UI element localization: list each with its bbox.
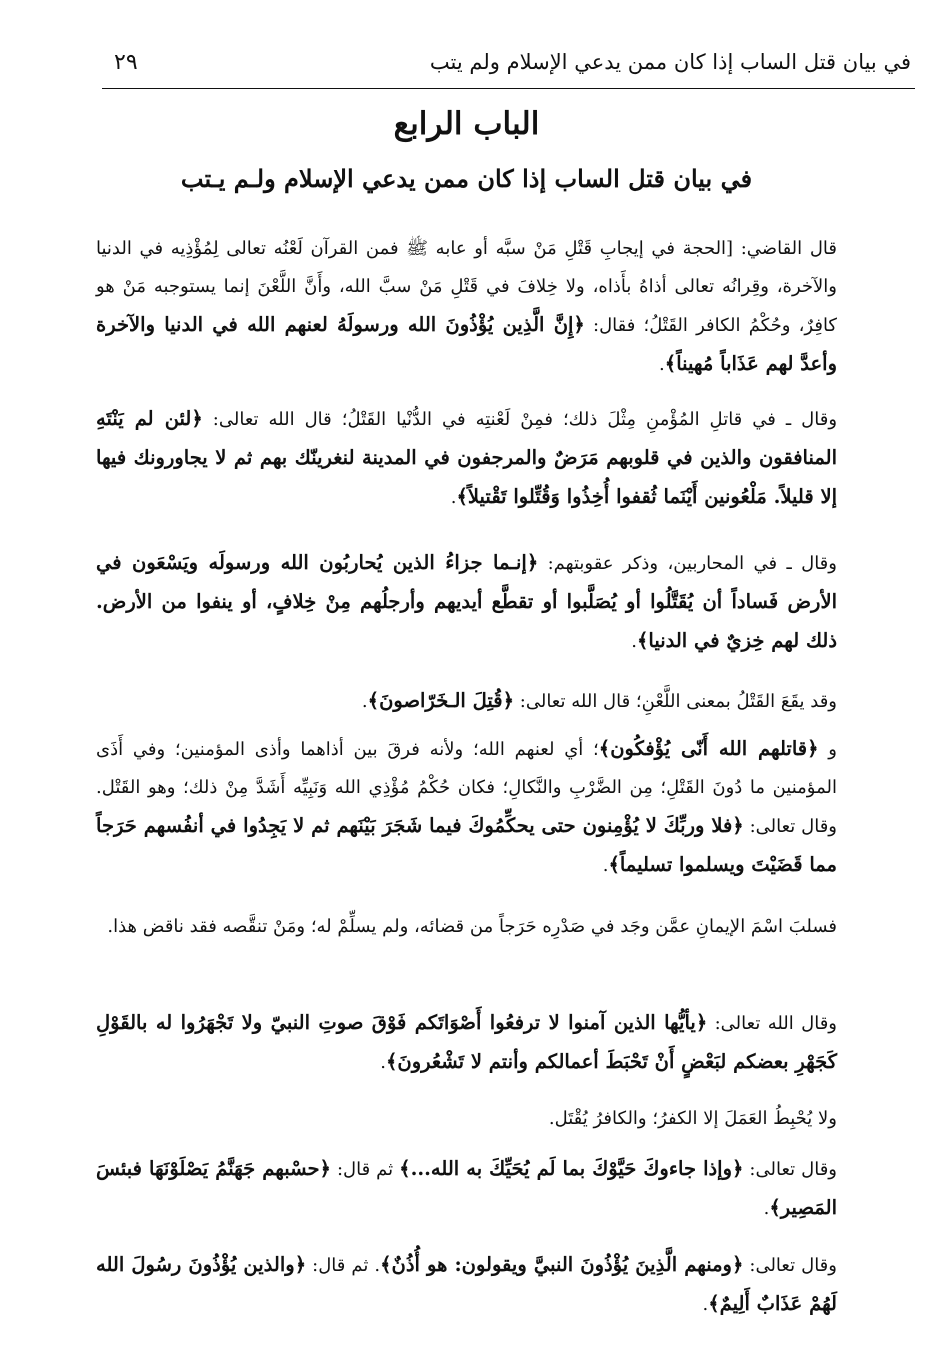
paragraph-text: . xyxy=(380,1052,386,1073)
quran-verse: ﴿وإذا جاءوكَ حَيَّوْكَ بما لَم يُحَيِّكَ به الله...﴾ xyxy=(399,1157,744,1180)
quran-verse: ﴿ومنهم الَّذِينَ يُؤْذُونَ النبيَّ ويقولون: هو أُذُنٌ﴾ xyxy=(380,1253,744,1276)
page-number: ٢٩ xyxy=(114,50,138,75)
paragraph xyxy=(96,1100,837,1138)
paragraph-text: . xyxy=(361,691,368,712)
quran-verse: ﴿لئن لم يَنْتَهِ المنافقون والذين في قلوبهم مَرَضٌ والمرجفون في المدينة لنغرينّك بهم ثم لا يجاورونك فيها إلا قليلاً. مَلْعُونين أَيْنَما ثُقفوا أُخِذُوا وَقُتِّلوا تَقْتيلاً﴾ xyxy=(96,407,837,508)
running-header xyxy=(102,44,915,89)
paragraph-text: ثم قال: xyxy=(330,1159,400,1180)
paragraph xyxy=(96,1246,837,1324)
paragraph xyxy=(96,730,837,885)
paragraph-text: وقال ـ في قاتلِ المُؤْمنِ مِثْلَ ذلك؛ فمِنْ لَعْنتِه في الدُّنْيا القَتْلُ؛ قال الله تعالى: xyxy=(202,409,838,430)
quran-verse: ﴿قاتلهم الله أَنّى يُؤْفكُون﴾ xyxy=(598,737,819,760)
running-title: في بيان قتل الساب إذا كان ممن يدعي الإسلام ولم يتب xyxy=(429,50,911,74)
paragraph-text: وقال الله تعالى: xyxy=(707,1013,837,1034)
paragraph-text: وقال تعالى: xyxy=(743,1159,837,1180)
quran-verse: ﴿فلا وربِّكَ لا يُؤْمِنون حتى يحكِّمُوكَ فيما شَجَرَ بَيْنَهم ثم لا يَجِدُوا في أنفُسهم حَرَجاً مما قَضَيْتَ ويسلموا تسليماً﴾ xyxy=(96,814,837,876)
quran-verse: ﴿يأيُّها الذين آمنوا لا ترفعُوا أَصْوَاتَكم فَوْقَ صوتِ النبيّ ولا تَجْهَرُوا له بالقَوْلِ كَجَهْرِ بعضكم لبَعْضٍ أَنْ تَحْبَطَ أعمالكم وأنتم لا تَشْعُرونَ﴾ xyxy=(96,1011,837,1073)
paragraph xyxy=(96,544,837,661)
paragraph xyxy=(96,1150,837,1228)
paragraph xyxy=(96,908,837,946)
paragraph-text: . xyxy=(631,631,637,652)
quran-verse: ﴿قُتِلَ الـخَرّاصونَ﴾ xyxy=(367,689,515,712)
paragraph-text: وقال ـ في المحاربين، وذكر عقوبتهم: xyxy=(538,553,837,574)
paragraph xyxy=(96,1004,837,1082)
paragraph-text: . xyxy=(602,855,609,876)
paragraph-text: ولا يُحْبِطُ العَمَلَ إلا الكفرُ؛ والكافرُ يُقْتَل. xyxy=(548,1108,837,1129)
paragraph-text: . xyxy=(702,1294,709,1315)
chapter-subtitle: في بيان قتل الساب إذا كان ممن يدعي الإسلام ولـم يـتب xyxy=(180,164,753,193)
paragraph-text: وقال تعالى: xyxy=(743,1255,837,1276)
paragraph xyxy=(96,400,837,517)
paragraph xyxy=(96,230,837,384)
paragraph-text: . xyxy=(659,354,665,375)
quran-verse: ﴿إنـما جزاءُ الذين يُحاربُون الله ورسولَه ويَسْعَون في الأرض فَساداً أن يُقَتَّلُوا أو يُصَلَّبوا أو تقطَّع أيديهم وأرجلُهم مِنْ خِلافٍ، أو ينفوا من الأرض. ذلك لهم خِزيٌ في الدنيا﴾ xyxy=(96,551,837,652)
paragraph xyxy=(96,682,837,721)
paragraph-text: . xyxy=(763,1198,770,1219)
paragraph-text: قال القاضي: [الحجة في إيجابِ قَتْلِ مَنْ سبَّه أو عابه ﷺ فمن القرآن لَعْنُه تعالى لِمُؤْذِيه في الدنيا والآخرة، وقِرانُه تعالى أذاهُ بأَذاه، ولا خِلافَ في قَتْلِ مَنْ سبَّ الله، وأَنَّ اللَّعْنَ إنما يستوجبه مَنْ هو كافِرٌ، وحُكْمُ الكافر القَتْلُ؛ فقال: xyxy=(96,238,837,336)
quran-verse: ﴿حسْبهم جَهَنَّمُ يَصْلَوْنَهَا فبئسَ المَصِير﴾ xyxy=(96,1157,837,1219)
quran-verse: ﴿إِنَّ الَّذِين يُؤْذُونَ الله ورسولَهُ لعنهم الله في الدنيا والآخرة وأعدَّ لهم عَذَاباً مُهيناً﴾ xyxy=(96,313,837,375)
paragraph-text: . ثم قال: xyxy=(306,1255,381,1276)
chapter-title: الباب الرابع xyxy=(393,106,540,142)
quran-verse: ﴿والذين يُؤْذُونَ رسُولَ الله لَهُمْ عَذَابٌ أَلِيمٌ﴾ xyxy=(96,1253,837,1315)
paragraph-text: وقد يقَعَ القَتْلُ بمعنى اللَّعْنِ؛ قال الله تعالى: xyxy=(514,691,837,712)
paragraph-text: و xyxy=(818,739,837,760)
paragraph-text: فسلبَ اسْمَ الإيمانِ عمَّن وجَد في صَدْرِه حَرَجاً من قضائه، ولم يسلِّمْ له؛ ومَنْ تنقَّصه فقد ناقض هذا. xyxy=(107,916,837,937)
paragraph-text: . xyxy=(450,487,457,508)
paragraph-text: ؛ أي لعنهم الله؛ ولأنه فرقَ بين أذاهما وأذى المؤمنين؛ وفي أَذَى المؤمنين ما دُونَ القَتْلِ؛ مِن الضَّرْبِ والنَّكالِ؛ فكان حُكْمُ مُؤْذِي الله وَنَبِيِّه أَشَدَّ مِنْ ذلك؛ وهو القَتْل. وقال تعالى: xyxy=(96,739,837,837)
